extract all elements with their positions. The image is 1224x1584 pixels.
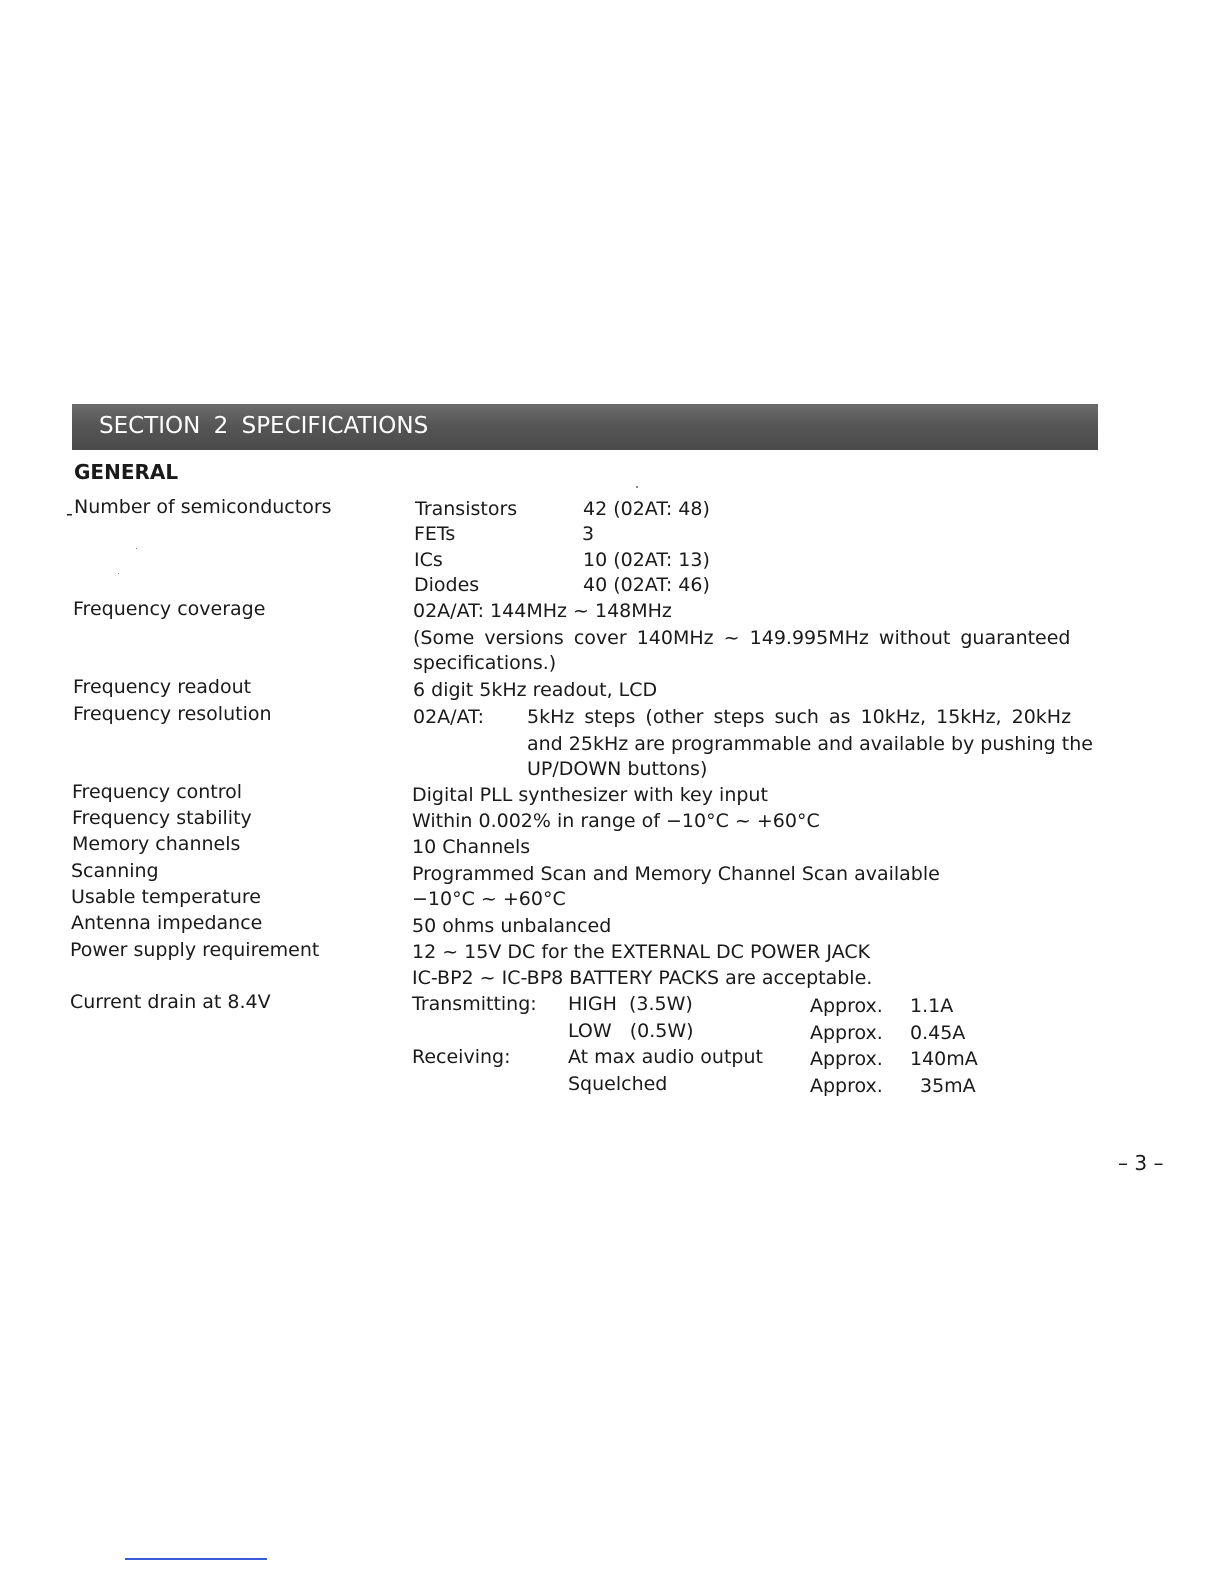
page-number: – 3 – (1118, 1151, 1164, 1175)
current-value: 1.1A (910, 995, 954, 1017)
current-approx: Approx. (810, 995, 883, 1017)
semiconductor-count: 10 (02AT: 13) (583, 549, 710, 571)
scan-speck (636, 486, 638, 488)
power-line: IC-BP2 ~ IC-BP8 BATTERY PACKS are acceptable. (412, 967, 873, 989)
current-approx: Approx. (810, 1075, 883, 1097)
section-title: SECTION 2 SPECIFICATIONS (99, 413, 429, 439)
temperature-value: −10°C ~ +60°C (412, 888, 566, 910)
coverage-line: (Some versions cover 140MHz ~ 149.995MHz without guaranteed (413, 627, 1071, 649)
semiconductor-count: 3 (582, 523, 595, 545)
label-power-supply: Power supply requirement (70, 939, 320, 961)
semiconductor-name: FETs (414, 523, 456, 545)
coverage-line: specifications.) (413, 652, 557, 674)
current-mode: At max audio output (568, 1046, 763, 1068)
resolution-line: and 25kHz are programmable and available by pushing the (527, 733, 1093, 755)
scanning-value: Programmed Scan and Memory Channel Scan available (412, 863, 940, 885)
label-frequency-readout: Frequency readout (73, 676, 252, 698)
scan-speck (118, 573, 119, 574)
label-memory-channels: Memory channels (72, 833, 241, 855)
transmitting-label: Transmitting: (412, 993, 537, 1015)
antenna-value: 50 ohms unbalanced (412, 915, 612, 937)
current-mode: LOW (0.5W) (568, 1020, 694, 1042)
label-frequency-control: Frequency control (72, 781, 243, 803)
label-frequency-resolution: Frequency resolution (73, 703, 272, 725)
general-heading: GENERAL (74, 460, 179, 484)
semiconductor-name: Transistors (415, 498, 518, 520)
semiconductor-count: 42 (02AT: 48) (583, 498, 710, 520)
label-frequency-coverage: Frequency coverage (73, 598, 266, 620)
label-current-drain: Current drain at 8.4V (70, 991, 271, 1013)
semiconductor-count: 40 (02AT: 46) (583, 574, 710, 596)
footer-rule (125, 1558, 267, 1560)
current-value: 140mA (910, 1048, 978, 1070)
memory-value: 10 Channels (412, 836, 531, 858)
current-value: 0.45A (910, 1022, 966, 1044)
stability-value: Within 0.002% in range of −10°C ~ +60°C (412, 810, 820, 832)
current-value: 35mA (920, 1075, 976, 1097)
label-semiconductors: Number of semiconductors (74, 496, 332, 518)
control-value: Digital PLL synthesizer with key input (412, 784, 768, 806)
label-frequency-stability: Frequency stability (72, 807, 252, 829)
bullet-mark: - (66, 503, 73, 525)
current-mode: Squelched (568, 1073, 668, 1095)
label-scanning: Scanning (71, 860, 159, 882)
resolution-line: 5kHz steps (other steps such as 10kHz, 15kHz, 20kHz (527, 706, 1072, 728)
current-mode: HIGH (3.5W) (568, 993, 693, 1015)
section-banner (72, 404, 1098, 450)
resolution-prefix: 02A/AT: (413, 706, 485, 728)
label-usable-temperature: Usable temperature (71, 886, 261, 908)
label-antenna-impedance: Antenna impedance (71, 912, 263, 934)
current-approx: Approx. (810, 1022, 883, 1044)
scan-speck (136, 548, 137, 549)
readout-value: 6 digit 5kHz readout, LCD (413, 679, 658, 701)
semiconductor-name: ICs (414, 549, 443, 571)
current-approx: Approx. (810, 1048, 883, 1070)
resolution-line: UP/DOWN buttons) (527, 758, 708, 780)
semiconductor-name: Diodes (414, 574, 480, 596)
receiving-label: Receiving: (412, 1046, 511, 1068)
power-line: 12 ~ 15V DC for the EXTERNAL DC POWER JACK (412, 941, 871, 963)
coverage-line: 02A/AT: 144MHz ~ 148MHz (413, 600, 672, 622)
